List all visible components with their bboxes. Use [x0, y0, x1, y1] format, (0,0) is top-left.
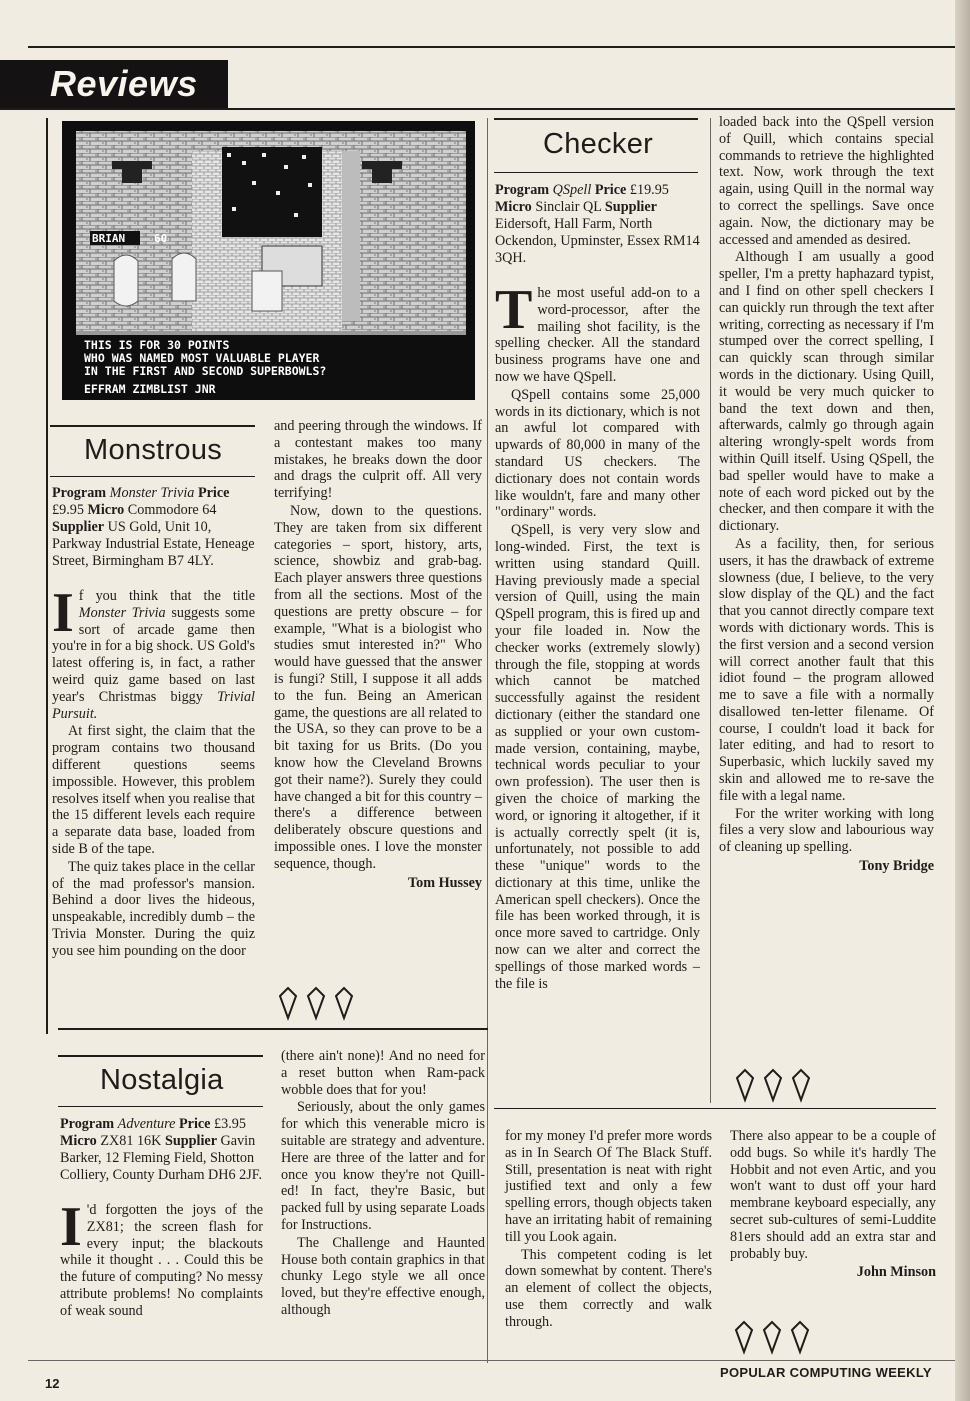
checker-dropcap: T — [495, 279, 533, 341]
monstrous-rating-icons — [276, 982, 366, 1022]
checker-paragraph-6: As a facility, then, for serious users, it has the drawback of extreme slowness (due, I believe, to the very slow display of the QL) and the fact that you cannot directly compare text words with dictionary words. This is the first version and a second version will correct another fault that this idiot found – the program allowed me to save a file with a normally disallowed ten-letter filename. Of course, I couldn't load it back for later editing, and had to resort to Superbasic, which luckily saved my skin and allowed me to re-save the file with a legal name. — [719, 535, 934, 804]
player-name-label: BRIAN — [92, 232, 126, 245]
checker-rating-icons — [733, 1064, 823, 1104]
monstrous-column-1 — [52, 485, 255, 961]
nostalgia-rating-icons — [732, 1316, 822, 1356]
checker-title: Checker — [543, 128, 654, 160]
middle-rule — [58, 1028, 488, 1030]
nostalgia-column-2 — [281, 1048, 485, 1320]
nostalgia-paragraph-7: There also appear to be a couple of odd bugs. So while it's hardly The Hobbit and not even Artic, and you won't want to dust off your hard membrane keyboard especially, any secret sub-cultures of semi-Luddite 81ers should add an extra star and probably buy. — [730, 1128, 936, 1262]
checker-column-2 — [719, 114, 934, 875]
question-line-3: IN THE FIRST AND SECOND SUPERBOWLS? — [84, 364, 327, 378]
nostalgia-column-3 — [505, 1128, 712, 1332]
page-number: 12 — [45, 1376, 60, 1391]
section-header-title: Reviews — [50, 63, 198, 104]
header-underline — [0, 108, 955, 110]
checker-rule-bottom — [494, 172, 698, 173]
checker-paragraph-4: loaded back into the QSpell version of Quill, which contains special commands to retrieve the highlighted text. Now, work through the text again, using Quill in the normal way to correct the spellings. Save once again. Now, the dictionary may be accessed and amended as desired. — [719, 114, 934, 248]
nostalgia-paragraph-5: for my money I'd prefer more words as in In Search Of The Black Stuff. Still, presentation is neat with right justified text and only a few spelling errors, though objects taken have an irritating habit of remaining till you Look again. — [505, 1128, 712, 1245]
nostalgia-rule-bottom — [58, 1106, 263, 1107]
monstrous-rule-top — [50, 425, 255, 427]
nostalgia-byline: John Minson — [856, 1264, 936, 1281]
top-rule — [28, 46, 955, 48]
question-line-2: WHO WAS NAMED MOST VALUABLE PLAYER — [84, 351, 320, 365]
nostalgia-paragraph-2: (there ain't none)! And no need for a reset button when Ram-pack wobble does that for you! — [281, 1048, 485, 1098]
nostalgia-info: Program Adventure Price £3.95 Micro ZX81 16K Supplier Gavin Barker, 12 Fleming Field, Shotton Colliery, County Durham DH6 2JF. — [60, 1116, 263, 1183]
answer-line: EFFRAM ZIMBLIST JNR — [84, 382, 216, 396]
nostalgia-paragraph-6: This competent coding is let down somewhat by content. There's an element of collect the objects, use them correctly and walk through. — [505, 1246, 712, 1330]
monstrous-dropcap: I — [52, 582, 74, 644]
monstrous-paragraph-3: The quiz takes place in the cellar of the mad professor's mansion. Behind a door lives the hideous, unspeakable, incredibly dumb – the Trivia Monster. During the quiz you see him pounding on the door — [52, 858, 255, 959]
player-score-label: 60 — [154, 232, 168, 245]
checker-info: Program QSpell Price £19.95 Micro Sinclair QL Supplier Eidersoft, Hall Farm, North Ockendon, Upminster, Essex RM14 3QH. — [495, 182, 700, 266]
nostalgia-title: Nostalgia — [100, 1064, 224, 1096]
column-divider-1 — [487, 118, 488, 1363]
nostalgia-column-4 — [730, 1128, 936, 1281]
checker-column-1 — [495, 182, 700, 993]
checker-paragraph-3: QSpell, is very very slow and long-winded. First, the text is written using standard Quill. Having previously made a special version of Quill, using the main QSpell program, this is fired up and your file loaded in. Now the checker works (extremely slowly) through the file, stopping at words which cannot be matched successfully against the resident dictionary (either the standard one as supplied or your own custom-made version, containing, maybe, technical words peculiar to your own profession). The user then is given the choice of marking the word, or ignoring it altogether, if it is actually correctly spelt (it is, unfortunately, not possible to add these "unique" words to the dictionary at this time, unlike the American spell checkers). Once the file has been worked through, it is once more saved to cartridge. Only now can we alter and correct the spellings of those marked words – the file is — [495, 522, 700, 992]
checker-paragraph-5: Although I am usually a good speller, I'm a pretty haphazard typist, and I find on other spell checkers I can quickly run through the text after writing, correcting as necessary if I'm stumped over the correct spelling, I can quickly scan through similar words in the dictionary. Using Quill, it would be very much quicker to band the text down and then, afterwards, calmly go through again altering wrongly-spelt words from within Quill itself. Using QSpell, the bad speller would have to make a note of each word picked out by the checker, and then compare it with the dictionary. — [719, 249, 934, 535]
game-screenshot — [62, 121, 475, 400]
checker-byline: Tony Bridge — [859, 858, 934, 875]
nostalgia-paragraph-4: The Challenge and Haunted House both contain graphics in that chunky Lego style we all once loved, but they're effective enough, although — [281, 1234, 485, 1318]
monstrous-paragraph-2: At first sight, the claim that the program contains two thousand different questions seems impossible. However, this problem resolves itself when you realise that the 15 different levels each require a separate data base, loaded from side B of the tape. — [52, 723, 255, 857]
monstrous-byline: Tom Hussey — [408, 874, 482, 891]
monstrous-paragraph-4: and peering through the windows. If a contestant makes too many mistakes, he breaks down the door and drags the culprit off. All very terrifying! — [274, 418, 482, 502]
checker-paragraph-2: QSpell contains some 25,000 words in its dictionary, which is not an awful lot compared with upwards of 80,000 in many of the standard US checkers. The dictionary does not contain words like wouldn't, fare and many other "ordinary" words. — [495, 386, 700, 521]
nostalgia-paragraph-1: I 'd forgotten the joys of the ZX81; the screen flash for every input; the blackouts while it thought . . . Could this be the future of computing? No messy attribute problems! No complaints of weak sound — [60, 1196, 263, 1319]
nostalgia-column-1 — [60, 1116, 263, 1321]
monstrous-paragraph-5: Now, down to the questions. They are taken from six different categories – sport, history, arts, science, showbiz and grab-bag. Each player answers three questions from all the sections. Most of the questions are pretty obscure – for example, "What is a biologist who studies smut interested in?" Who would have guessed that the answer is fungi? Still, I suppose it all adds to the fun. Being an American game, the questions are all related to the USA, so they can prove to be a bit taxing for us Brits. (Do you know how the Cleveland Browns got their name?). Surely they could have changed a bit for this country – there's a difference between deliberately obscure questions and impossible ones. I love the monster sequence, though. — [274, 502, 482, 872]
magazine-name: POPULAR COMPUTING WEEKLY — [720, 1365, 932, 1380]
monstrous-column-2 — [274, 418, 482, 891]
monstrous-info: Program Monster Trivia Price £9.95 Micro Commodore 64 Supplier US Gold, Unit 10, Parkway Industrial Estate, Heneage Street, Birmingham B7 4LY. — [52, 485, 255, 569]
nostalgia-dropcap: I — [60, 1196, 82, 1258]
footer-rule — [28, 1360, 955, 1361]
left-frame-rule — [46, 118, 48, 1034]
monstrous-paragraph-1: If you think that the title Monster Trivia suggests some sort of arcade game then you're in for a big shock. US Gold's latest offering is, in fact, a rather weird quiz game based on last year's Christmas biggy Trivial Pursuit. — [52, 582, 255, 722]
page-spine-shadow — [955, 0, 970, 1401]
nostalgia-rule-top — [58, 1055, 263, 1057]
question-line-1: THIS IS FOR 30 POINTS — [84, 338, 230, 352]
monstrous-title: Monstrous — [84, 434, 223, 466]
game-screenshot-graphic — [62, 121, 475, 400]
nostalgia-paragraph-3: Seriously, about the only games for which this venerable micro is suitable are strategy and adventure. Here are three of the latter and for once you know they're not Quill-ed! In fact, they're Basic, but packed full by using separate Loads for Instructions. — [281, 1099, 485, 1233]
checker-rule-top — [494, 118, 698, 120]
checker-paragraph-1: The most useful add-on to a word-processor, after the mailing shot facility, is the spelling checker. All the standard business programs have one and now we have QSpell. — [495, 279, 700, 385]
checker-paragraph-7: For the writer working with long files a very slow and labourious way of cleaning up spelling. — [719, 805, 934, 856]
right-middle-rule — [494, 1108, 936, 1109]
column-divider-2 — [710, 118, 711, 1103]
monstrous-rule-bottom — [50, 476, 255, 477]
